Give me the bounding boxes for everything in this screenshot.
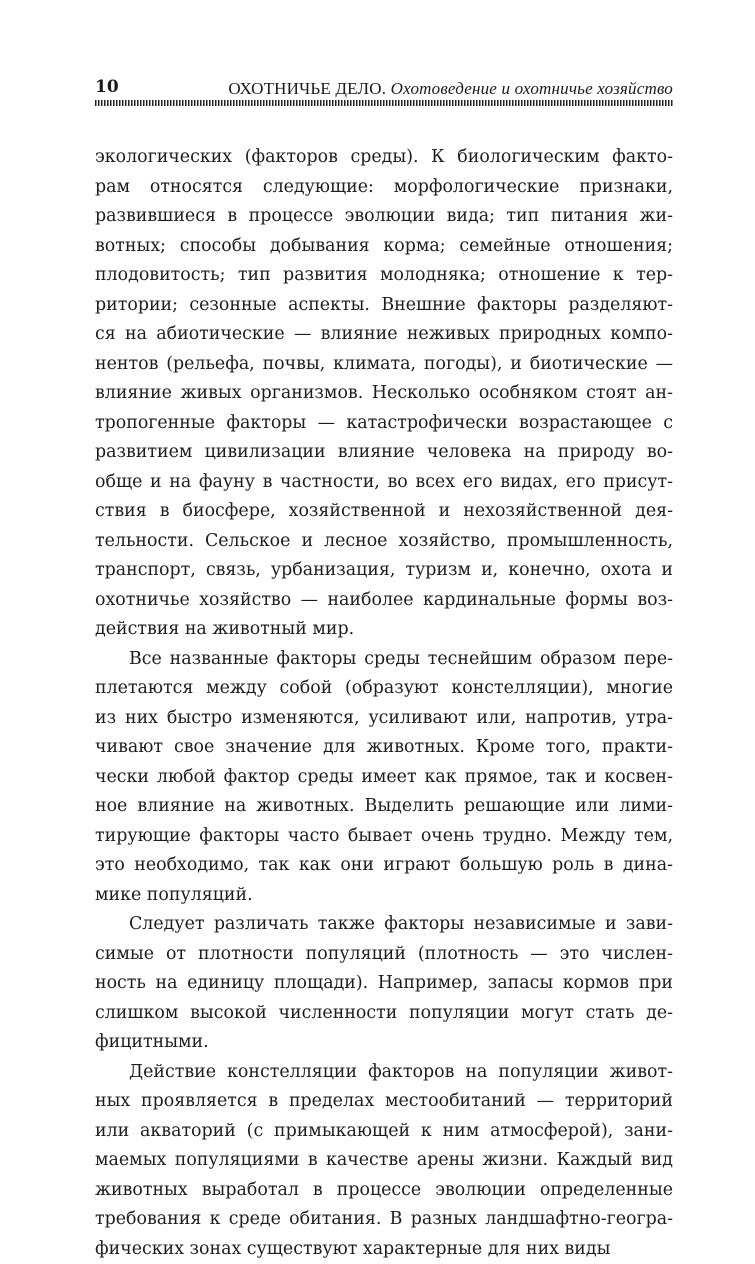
text-line: тирующие факторы часто бывает очень трудно. Между тем, — [95, 822, 673, 852]
text-line: ся на абиотические — влияние неживых природных компо- — [95, 320, 673, 350]
text-line: развившиеся в процессе эволюции вида; тип питания жи- — [95, 202, 673, 232]
text-line: влияние живых организмов. Несколько особняком стоят ан- — [95, 379, 673, 409]
text-line: чивают свое значение для животных. Кроме того, практи- — [95, 733, 673, 763]
text-line: ритории; сезонные аспекты. Внешние факторы разделяют- — [95, 291, 673, 321]
running-header — [95, 73, 673, 103]
running-title — [228, 79, 673, 99]
text-line: рам относятся следующие: морфологические признаки, — [95, 173, 673, 203]
section-subtitle: Охотоведение и охотничье хозяйство — [391, 79, 673, 98]
text-line: плетаются между собой (образуют констелляции), многие — [95, 674, 673, 704]
text-line: ных проявляется в пределах местообитаний — территорий — [95, 1087, 673, 1117]
text-line: фицитными. — [95, 1028, 673, 1058]
paragraph — [95, 645, 673, 911]
text-line: ное влияние на животных. Выделить решающие или лими- — [95, 792, 673, 822]
text-line: тропогенные факторы — катастрофически возрастающее с — [95, 409, 673, 439]
section-title: ОХОТНИЧЬЕ ДЕЛО. — [228, 79, 386, 98]
text-line: из них быстро изменяются, усиливают или, напротив, утра- — [95, 704, 673, 734]
text-line: действия на животный мир. — [95, 615, 673, 645]
paragraph — [95, 143, 673, 645]
paragraph — [95, 910, 673, 1058]
text-line: слишком высокой численности популяции могут стать де- — [95, 999, 673, 1029]
header-dotted-rule — [95, 100, 673, 106]
paragraph — [95, 1058, 673, 1264]
text-line: тельности. Сельское и лесное хозяйство, промышленность, — [95, 527, 673, 557]
text-line: ность на единицу площади). Например, запасы кормов при — [95, 969, 673, 999]
text-line: мике популяций. — [95, 881, 673, 911]
text-line: ствия в биосфере, хозяйственной и нехозяйственной дея- — [95, 497, 673, 527]
text-line: Следует различать также факторы независимые и зави- — [95, 910, 673, 940]
page-number: 10 — [95, 77, 119, 97]
text-line: плодовитость; тип развития молодняка; отношение к тер- — [95, 261, 673, 291]
text-line: это необходимо, так как они играют большую роль в дина- — [95, 851, 673, 881]
text-line: экологических (факторов среды). К биологическим факто- — [95, 143, 673, 173]
text-line: фических зонах существуют характерные для них виды — [95, 1235, 673, 1264]
text-line: или акваторий (с примыкающей к ним атмосферой), зани- — [95, 1117, 673, 1147]
text-line: требования к среде обитания. В разных ландшафтно-геогра- — [95, 1205, 673, 1235]
text-line: охотничье хозяйство — наиболее кардинальные формы воз- — [95, 586, 673, 616]
text-line: маемых популяциями в качестве арены жизни. Каждый вид — [95, 1146, 673, 1176]
text-line: развитием цивилизации влияние человека на природу во- — [95, 438, 673, 468]
text-line: обще и на фауну в частности, во всех его видах, его присут- — [95, 468, 673, 498]
text-line: симые от плотности популяций (плотность — это числен- — [95, 940, 673, 970]
text-line: животных выработал в процессе эволюции определенные — [95, 1176, 673, 1206]
text-line: вотных; способы добывания корма; семейные отношения; — [95, 232, 673, 262]
body-text — [95, 143, 673, 1264]
text-line: транспорт, связь, урбанизация, туризм и, конечно, охота и — [95, 556, 673, 586]
text-line: Действие констелляции факторов на популяции живот- — [95, 1058, 673, 1088]
text-line: Все названные факторы среды теснейшим образом пере- — [95, 645, 673, 675]
text-line: нентов (рельефа, почвы, климата, погоды), и биотические — — [95, 350, 673, 380]
text-line: чески любой фактор среды имеет как прямое, так и косвен- — [95, 763, 673, 793]
